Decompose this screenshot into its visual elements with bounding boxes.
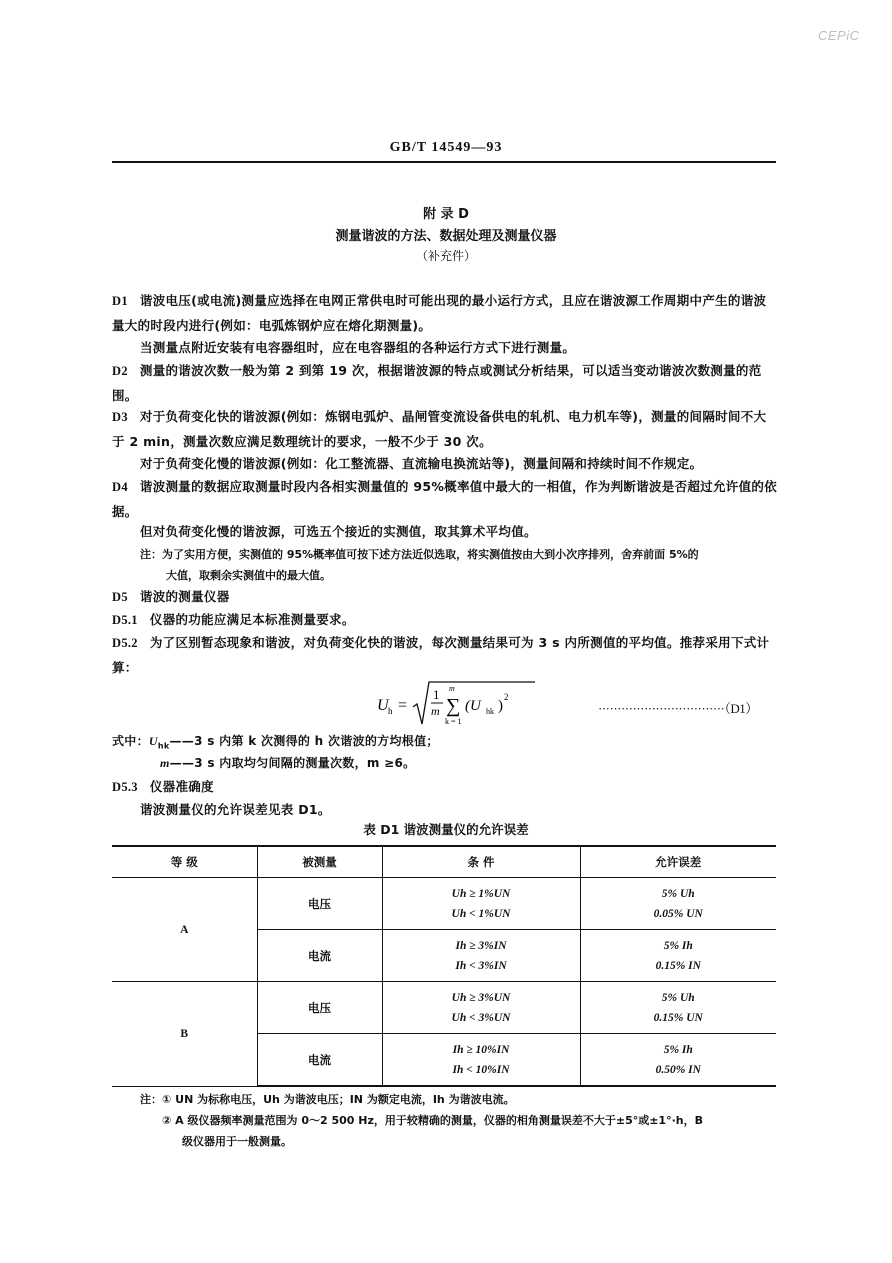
conditions-cell [382,982,580,1034]
conditions-cell [382,1034,580,1087]
section-text: 为了区别暂态现象和谐波，对负荷变化快的谐波，每次测量结果可为 3 s 内所测值的平均值。推荐采用下式计算： [112,635,770,675]
table-row [112,982,776,1034]
error-cell [580,878,776,930]
quantity-cell: 电流 [257,930,382,982]
formula-lhs: U [377,697,389,714]
condition: Ih ≥ 3%IN [455,939,507,952]
annex-subtitle: （补充件） [415,249,476,263]
error-cell [580,1034,776,1087]
section-label: D2 [112,364,128,378]
section-label: D3 [112,410,128,424]
section-d2 [112,359,778,407]
section-d3 [112,405,778,453]
sum-upper: m [449,684,455,693]
sum-lower: k = 1 [445,717,462,726]
section-d5-1 [112,608,778,633]
formula-term-sub: hk [486,707,494,716]
quantity-cell: 电压 [257,982,382,1034]
section-text: 对于负荷变化快的谐波源(例如：炼钢电弧炉、晶闸管变流设备供电的轧机、电力机车等)，测量的间隔时间不大于 2 min，测量次数应满足数理统计的要求，一般不少于 30 次。 [112,409,767,449]
section-label: D5.2 [112,636,138,650]
section-d5-3 [112,775,778,800]
annex-title: 测量谐波的方法、数据处理及测量仪器 [335,229,557,244]
where-symbol: m [160,756,170,770]
cepic-watermark: CEPiC [818,28,860,43]
condition: Ih ≥ 10%IN [452,1043,510,1056]
section-text: 测量的谐波次数一般为第 2 到第 19 次，根据谐波源的特点或测试分析结果，可以适当变动谐波次数测量的范围。 [112,363,762,403]
section-text: 仪器的功能应满足本标准测量要求。 [149,612,355,627]
formula-number: （D1） [724,701,758,716]
section-text: 谐波电压(或电流)测量应选择在电网正常供电时可能出现的最小运行方式，且应在谐波源工作周期中产生的谐波量大的时段内进行(例如：电弧炼钢炉应在熔化期测量)。 [112,293,767,333]
table-note-2-cont: 级仪器用于一般测量。 [182,1135,292,1148]
formula-term: (U [465,698,481,714]
section-label: D5.3 [112,780,138,794]
error-value: 0.15% IN [655,959,701,972]
where-text: ——3 s 内第 k 次测得的 h 次谐波的方均根值； [169,734,439,748]
section-d3-para2: 对于负荷变化慢的谐波源(例如：化工整流器、直流输电换流站等)，测量间隔和持续时间不作规定。 [140,456,703,471]
grade-cell: A [112,878,257,982]
standard-number: GB/T 14549—93 [389,140,503,155]
table-notes [140,1089,780,1152]
error-cell [580,930,776,982]
formula-term-close: ) [498,698,503,714]
note-label: 注： [140,548,162,561]
section-d4-note [140,544,780,586]
section-label: D1 [112,294,128,308]
formula-power: 2 [504,692,509,702]
error-value: 0.15% UN [653,1011,703,1024]
error-cell [580,982,776,1034]
where-line-2 [160,752,826,776]
error-value: 5% Uh [661,887,695,900]
header-grade: 等 级 [112,846,257,878]
condition: Ih < 3%IN [455,959,507,972]
table-caption: 表 D1 谐波测量仪的允许误差 [363,822,529,837]
condition: Ih < 10%IN [452,1063,510,1076]
frac-denominator: m [431,704,440,718]
error-value: 5% Ih [663,939,693,952]
header-quantity: 被测量 [257,846,382,878]
section-d5-3-text: 谐波测量仪的允许误差见表 D1。 [140,802,331,817]
header-conditions: 条 件 [382,846,580,878]
section-title: 仪器准确度 [149,779,214,794]
formula-d1 [375,680,545,735]
section-d1 [112,289,778,337]
section-d4-para2: 但对负荷变化慢的谐波源，可选五个接近的实测值，取其算术平均值。 [140,524,537,539]
condition: Uh ≥ 3%UN [451,991,511,1004]
table-note-2: ② A 级仪器频率测量范围为 0～2 500 Hz，用于较精确的测量，仪器的相角测量误差不大于±5°或±1°·h，B [162,1114,703,1127]
formula-eq: = [398,697,408,714]
section-d4 [112,475,778,523]
table-header-row [112,846,776,878]
note-text: 为了实用方便，实测值的 95%概率值可按下述方法近似选取，将实测值按由大到小次序排列，舍弃前面 5%的 [162,548,699,561]
table-note-label: 注： [140,1093,162,1106]
table-d1 [112,845,776,1087]
error-value: 5% Ih [663,1043,693,1056]
error-value: 0.05% UN [653,907,703,920]
leader-dots: ································· [598,701,725,716]
condition: Uh ≥ 1%UN [451,887,511,900]
table-note-1: ① UN 为标称电压，Uh 为谐波电压；IN 为额定电流，Ih 为谐波电流。 [162,1093,515,1106]
condition: Uh < 1%UN [451,907,511,920]
annex-label: 附 录 D [423,207,469,222]
section-label: D5.1 [112,613,138,627]
formula-leader [598,698,758,717]
section-d1-para2: 当测量点附近安装有电容器组时，应在电容器组的各种运行方式下进行测量。 [140,340,576,355]
sum-sign: ∑ [446,695,461,717]
frac-numerator: 1 [433,687,440,702]
where-symbol-sub: hk [157,741,170,751]
error-value: 5% Uh [661,991,695,1004]
section-d5 [112,585,778,610]
where-text: ——3 s 内取均匀间隔的测量次数，m ≥6。 [169,756,416,770]
quantity-cell: 电压 [257,878,382,930]
section-label: D4 [112,480,128,494]
table-row [112,878,776,930]
quantity-cell: 电流 [257,1034,382,1087]
where-symbol: U [148,734,158,748]
section-title: 谐波的测量仪器 [139,589,230,604]
conditions-cell [382,878,580,930]
note-text-cont: 大值，取剩余实测值中的最大值。 [166,569,331,582]
section-d5-2 [112,631,778,679]
header-rule [112,161,776,163]
formula-lhs-sub: h [388,706,393,716]
grade-cell: B [112,982,257,1087]
header-error: 允许误差 [580,846,776,878]
conditions-cell [382,930,580,982]
error-value: 0.50% IN [655,1063,701,1076]
section-label: D5 [112,590,128,604]
where-label: 式中： [112,734,149,748]
formula-graphic [375,680,545,730]
condition: Uh < 3%UN [451,1011,511,1024]
section-text: 谐波测量的数据应取测量时段内各相实测量值的 95%概率值中最大的一相值，作为判断谐波是否超过允许值的依据。 [112,479,777,519]
